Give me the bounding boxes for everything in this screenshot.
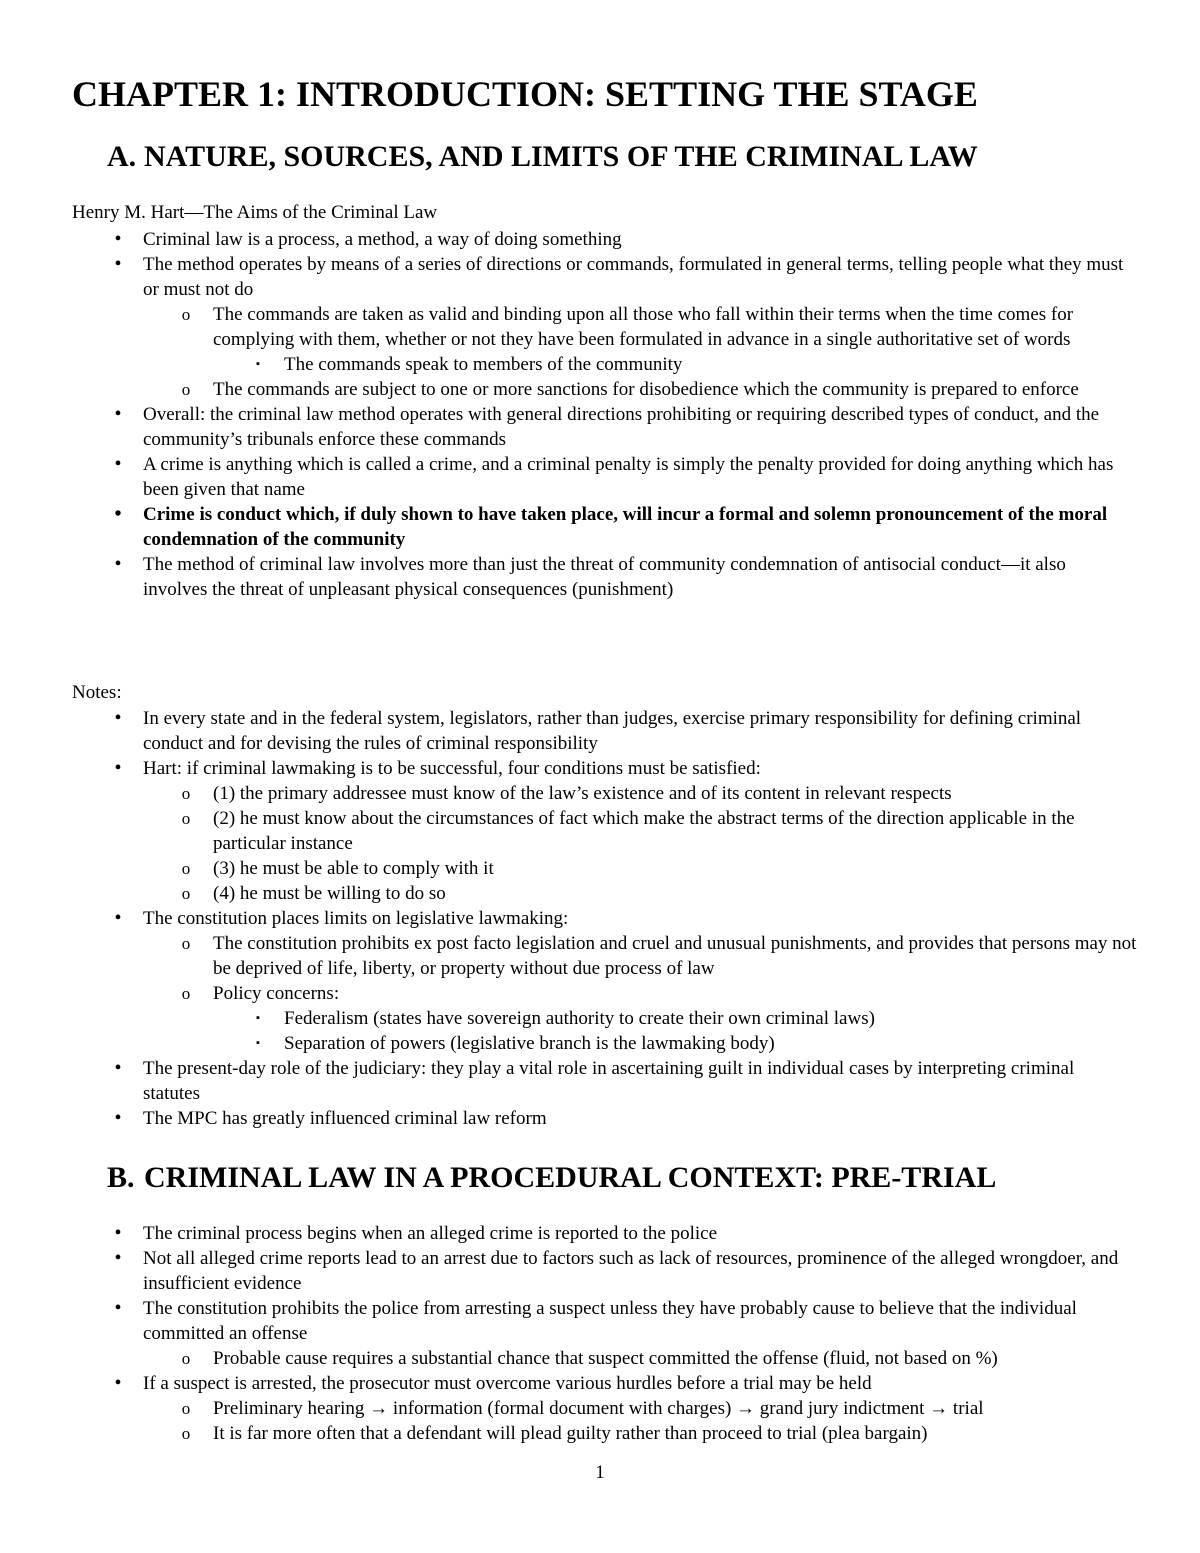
bullet-marker: • <box>114 403 122 425</box>
list-item-text: The present-day role of the judiciary: they play a vital role in ascertaining guilt in individual cases by interpreting criminal statutes <box>143 1058 1075 1104</box>
bullet-marker: • <box>114 1297 122 1319</box>
list-item <box>0 931 1138 981</box>
notes-label: Notes: <box>72 682 122 703</box>
list-item-text: Crime is conduct which, if duly shown to have taken place, will incur a formal and solemn pronouncement of the moral condemnation of the community <box>143 504 1108 550</box>
list-item <box>0 1056 1133 1106</box>
chapter-title: CHAPTER 1: INTRODUCTION: SETTING THE STAGE <box>72 74 978 114</box>
list-item-text: Probable cause requires a substantial chance that suspect committed the offense (fluid, not based on %) <box>213 1348 998 1369</box>
list-item-text: In every state and in the federal system, legislators, rather than judges, exercise primary responsibility for defining criminal conduct and for devising the rules of criminal responsibility <box>143 708 1082 754</box>
list-item-text: (1) the primary addressee must know of the law’s existence and of its content in relevant respects <box>213 783 952 804</box>
bullet-marker: • <box>114 228 122 250</box>
circle-marker: o <box>181 884 191 903</box>
list-item <box>0 1296 1133 1346</box>
list-item <box>0 227 1133 252</box>
list-item <box>0 452 1133 502</box>
list-item-text: The constitution prohibits ex post facto legislation and cruel and unusual punishments, and provides that persons may not be deprived of life, liberty, or property without due process of law <box>213 933 1137 979</box>
list-item <box>0 1396 1138 1421</box>
bullet-marker: • <box>114 907 122 929</box>
circle-marker: o <box>181 1424 191 1443</box>
bullet-marker: • <box>114 1247 122 1269</box>
bullet-marker: • <box>114 453 122 475</box>
list-item <box>0 252 1133 302</box>
list-item-text: (2) he must know about the circumstances of fact which make the abstract terms of the direction applicable in the particular instance <box>213 808 1075 854</box>
list-item <box>0 302 1138 352</box>
section-a-list <box>0 227 1200 602</box>
list-item-text: The constitution places limits on legislative lawmaking: <box>143 908 569 929</box>
section-b-letter: B. <box>107 1161 135 1194</box>
bullet-marker: • <box>114 1372 122 1394</box>
list-item-text: Not all alleged crime reports lead to an arrest due to factors such as lack of resources, prominence of the alleged wrongdoer, and insufficient evidence <box>143 1248 1119 1294</box>
list-item <box>0 1106 1133 1131</box>
section-b-list <box>0 1221 1200 1446</box>
list-item <box>0 906 1133 931</box>
list-item <box>0 377 1138 402</box>
bullet-marker: • <box>114 553 122 575</box>
circle-marker: o <box>181 1399 191 1418</box>
list-item <box>0 806 1138 856</box>
notes-list <box>0 706 1200 1131</box>
circle-marker: o <box>181 380 191 399</box>
circle-marker: o <box>181 1349 191 1368</box>
section-a-letter: A. <box>107 140 137 173</box>
list-item-text: The MPC has greatly influenced criminal law reform <box>143 1108 547 1129</box>
list-item <box>0 1221 1133 1246</box>
list-item-text: The method operates by means of a series of directions or commands, formulated in general terms, telling people what they must or must not do <box>143 254 1124 300</box>
list-item <box>0 781 1138 806</box>
section-a-heading <box>107 138 978 176</box>
list-item-text: A crime is anything which is called a crime, and a criminal penalty is simply the penalty provided for doing anything which has been given that name <box>143 454 1114 500</box>
square-marker: ▪ <box>256 1012 260 1024</box>
square-marker: ▪ <box>256 1037 260 1049</box>
list-item-text: Hart: if criminal lawmaking is to be successful, four conditions must be satisfied: <box>143 758 761 779</box>
bullet-marker: • <box>114 503 122 525</box>
list-item <box>0 352 1134 377</box>
list-item-text: The criminal process begins when an alleged crime is reported to the police <box>143 1223 718 1244</box>
section-a-intro: Henry M. Hart—The Aims of the Criminal Law <box>72 202 438 223</box>
list-item-text: Criminal law is a process, a method, a way of doing something <box>143 229 622 250</box>
section-b-heading <box>107 1159 996 1197</box>
list-item <box>0 1421 1138 1446</box>
list-item <box>0 856 1138 881</box>
list-item <box>0 756 1133 781</box>
bullet-marker: • <box>114 253 122 275</box>
bullet-marker: • <box>114 1057 122 1079</box>
list-item <box>0 402 1133 452</box>
circle-marker: o <box>181 934 191 953</box>
list-item-bold <box>0 502 1133 552</box>
page-number: 1 <box>595 1462 605 1483</box>
list-item-text: It is far more often that a defendant will plead guilty rather than proceed to trial (plea bargain) <box>213 1423 928 1444</box>
bullet-marker: • <box>114 1222 122 1244</box>
list-item-text: Separation of powers (legislative branch is the lawmaking body) <box>284 1033 775 1054</box>
circle-marker: o <box>181 984 191 1003</box>
list-item <box>0 1006 1134 1031</box>
section-a-title: NATURE, SOURCES, AND LIMITS OF THE CRIMINAL LAW <box>144 140 978 173</box>
square-marker: ▪ <box>256 358 260 370</box>
bullet-marker: • <box>114 707 122 729</box>
list-item-text: The commands are taken as valid and binding upon all those who fall within their terms when the time comes for complying with them, whether or not they have been formulated in advance in a single authoritative set of words <box>213 304 1074 350</box>
circle-marker: o <box>181 809 191 828</box>
list-item-text: The commands are subject to one or more sanctions for disobedience which the community is prepared to enforce <box>213 379 1079 400</box>
list-item <box>0 881 1138 906</box>
list-item-text: The method of criminal law involves more than just the threat of community condemnation of antisocial conduct—it also involves the threat of unpleasant physical consequences (punishment) <box>143 554 1066 600</box>
list-item-text: (3) he must be able to comply with it <box>213 858 494 879</box>
list-item <box>0 552 1133 602</box>
list-item <box>0 706 1133 756</box>
list-item-text: Policy concerns: <box>213 983 340 1004</box>
list-item-text: Overall: the criminal law method operates with general directions prohibiting or requiring described types of conduct, and the community’s tribunals enforce these commands <box>143 404 1100 450</box>
bullet-marker: • <box>114 1107 122 1129</box>
list-item <box>0 1346 1138 1371</box>
list-item-text: The constitution prohibits the police from arresting a suspect unless they have probably cause to believe that the individual committed an offense <box>143 1298 1077 1344</box>
list-item <box>0 1246 1133 1296</box>
circle-marker: o <box>181 305 191 324</box>
list-item-text: Federalism (states have sovereign authority to create their own criminal laws) <box>284 1008 875 1029</box>
list-item-text: If a suspect is arrested, the prosecutor must overcome various hurdles before a trial may be held <box>143 1373 872 1394</box>
list-item <box>0 1371 1133 1396</box>
bullet-marker: • <box>114 757 122 779</box>
section-b-title: CRIMINAL LAW IN A PROCEDURAL CONTEXT: PRE-TRIAL <box>144 1161 997 1194</box>
list-item <box>0 1031 1134 1056</box>
list-item-text: (4) he must be willing to do so <box>213 883 446 904</box>
list-item <box>0 981 1138 1006</box>
circle-marker: o <box>181 784 191 803</box>
list-item-text: The commands speak to members of the community <box>284 354 683 375</box>
list-item-text: Preliminary hearing → information (formal document with charges) → grand jury indictment → trial <box>213 1398 984 1419</box>
circle-marker: o <box>181 859 191 878</box>
